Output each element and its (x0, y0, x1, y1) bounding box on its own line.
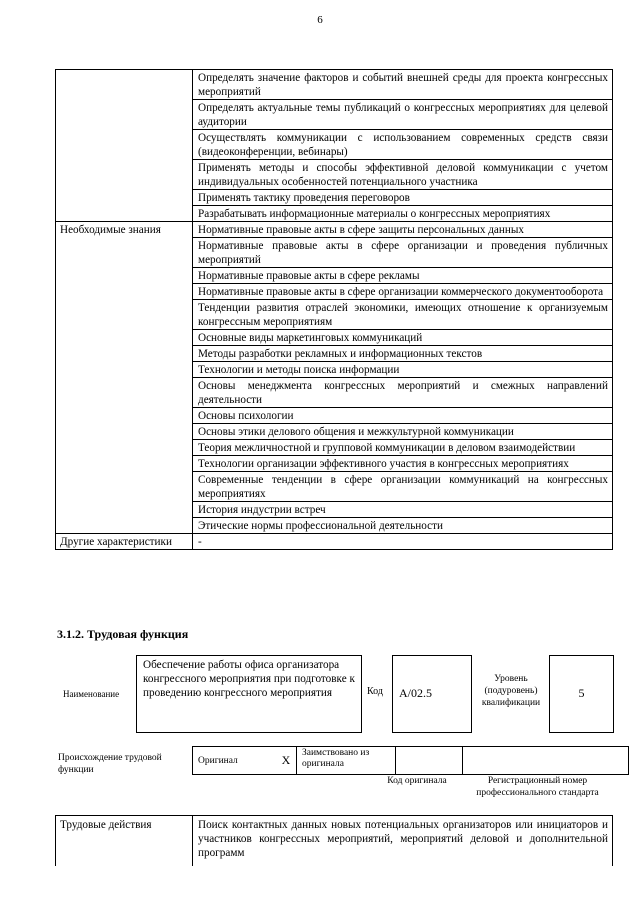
knowledge-item: Теория межличностной и групповой коммуникации в деловом взаимодействии (193, 440, 613, 456)
other-value: - (193, 534, 613, 550)
code-value-box: А/02.5 (392, 655, 472, 733)
code-original-cell (396, 747, 463, 775)
knowledge-item: Технологии и методы поиска информации (193, 362, 613, 378)
knowledge-item: Основные виды маркетинговых коммуникаций (193, 330, 613, 346)
action-item: Поиск контактных данных новых потенциальных организаторов или инициаторов и участников конгрессных мероприятий, мероприятий деловой и дополнительной программ (193, 816, 613, 867)
skill-item: Применять методы и способы эффективной деловой коммуникации с учетом индивидуальных особенностей потенциального участника (193, 160, 613, 190)
knowledge-item: Современные тенденции в сфере организации коммуникаций на конгрессных мероприятиях (193, 472, 613, 502)
knowledge-item: История индустрии встреч (193, 502, 613, 518)
name-label: Наименование (63, 689, 120, 699)
knowledge-item: Этические нормы профессиональной деятельности (193, 518, 613, 534)
skill-item: Разрабатывать информационные материалы о конгрессных мероприятиях (193, 206, 613, 222)
knowledge-item: Нормативные правовые акты в сфере рекламы (193, 268, 613, 284)
original-label: Оригинал (193, 747, 277, 775)
skill-item: Осуществлять коммуникации с использованием современных средств связи (видеоконференции, вебинары) (193, 130, 613, 160)
knowledge-item: Основы менеджмента конгрессных мероприятий и смежных направлений деятельности (193, 378, 613, 408)
knowledge-item: Основы психологии (193, 408, 613, 424)
table-row (56, 816, 613, 867)
skills-knowledge-table (55, 69, 613, 550)
skills-label-cell (56, 70, 193, 222)
function-name-box: Обеспечение работы офиса организатора конгрессного мероприятия при подготовке к проведению конгрессного мероприятия (136, 655, 362, 733)
table-row (56, 534, 613, 550)
knowledge-item: Нормативные правовые акты в сфере организации коммерческого документооборота (193, 284, 613, 300)
code-label: Код (367, 686, 383, 697)
actions-label: Трудовые действия (56, 816, 193, 867)
origin-label: Происхождение трудовой функции (58, 753, 162, 775)
knowledge-label: Необходимые знания (56, 222, 193, 534)
knowledge-item: Нормативные правовые акты в сфере защиты персональных данных (193, 222, 613, 238)
other-label: Другие характеристики (56, 534, 193, 550)
table-row (56, 222, 613, 238)
knowledge-item: Основы этики делового общения и межкультурной коммуникации (193, 424, 613, 440)
page-number: 6 (317, 14, 323, 26)
knowledge-item: Тенденции развития отраслей экономики, имеющих отношение к организуемым конгрессным мероприятиям (193, 300, 613, 330)
skill-item: Определять актуальные темы публикаций о конгрессных мероприятиях для целевой аудитории (193, 100, 613, 130)
knowledge-item: Нормативные правовые акты в сфере организации и проведения публичных мероприятий (193, 238, 613, 268)
skill-item: Определять значение факторов и событий внешней среды для проекта конгрессных мероприятий (193, 70, 613, 100)
knowledge-item: Технологии организации эффективного участия в конгрессных мероприятиях (193, 456, 613, 472)
knowledge-item: Методы разработки рекламных и информационных текстов (193, 346, 613, 362)
reg-number-cell (463, 747, 629, 775)
level-label: Уровень (подуровень) квалификации (481, 674, 541, 708)
origin-table (192, 746, 629, 775)
section-title: 3.1.2. Трудовая функция (57, 627, 189, 641)
actions-table (55, 815, 613, 866)
reg-number-caption: Регистрационный номер профессионального стандарта (476, 776, 599, 798)
level-value-box: 5 (549, 655, 614, 733)
original-mark: X (276, 747, 297, 775)
code-original-caption: Код оригинала (387, 776, 447, 786)
table-row (193, 747, 629, 775)
borrowed-label: Заимствовано из оригинала (297, 747, 396, 775)
table-row (56, 70, 613, 100)
skill-item: Применять тактику проведения переговоров (193, 190, 613, 206)
